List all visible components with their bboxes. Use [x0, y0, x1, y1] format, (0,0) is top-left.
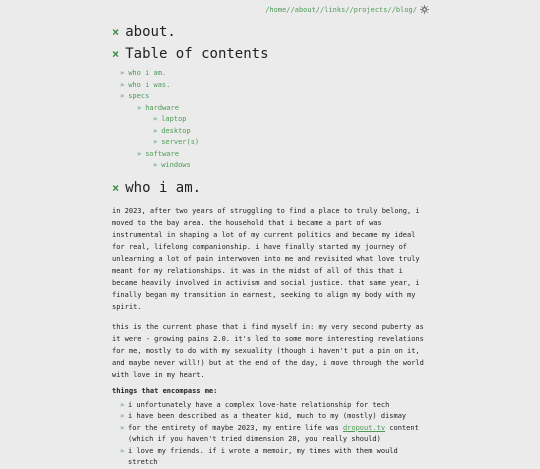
- nav-links-link[interactable]: /links/: [320, 5, 350, 14]
- section-heading-who-i-am: [112, 178, 430, 198]
- toc-item-desktop: [112, 126, 430, 138]
- toc-bullet: »: [120, 92, 125, 100]
- list-item-text-pre: for the entirety of maybe 2023, my entire life was: [128, 423, 343, 432]
- list-item-text-post: content (which if you haven't tried dimension 20, you really should): [128, 423, 419, 443]
- toc-item-who-i-am: [112, 68, 430, 80]
- list-item-text: i have been described as a theater kid, much to my (mostly) dismay: [128, 412, 407, 420]
- toc-bullet: »: [153, 138, 158, 146]
- toc-heading: [112, 44, 430, 64]
- toc-link[interactable]: software: [145, 149, 179, 158]
- toc-link[interactable]: desktop: [161, 126, 191, 135]
- dropout-link[interactable]: dropout.tv: [342, 423, 386, 432]
- paragraph: in 2023, after two years of struggling to find a place to truly belong, i moved to the bay area. the household that i became a part of was instrumental in shaping a lot of my current politics and became my ideal for real, lifelong companionship. i have finally started my journey of unlearning a lot of pain interwoven into me and revisited what love truly meant for my relationships. it was in the midst of all of this that i became heavily involved in activism and social justice. that same year, i finally began my transition in earnest, seeking to align my body with my spirit.: [112, 206, 420, 311]
- top-nav: [265, 5, 429, 14]
- page-title-text: about.: [125, 24, 176, 40]
- paragraph: this is the current phase that i find myself in: my very second puberty as it were - growing pains 2.0. it's led to some more interesting revelations for me, mostly to do with my sexuality (though i haven't put a pin on it, and maybe never will!) but at the end of the day, i move through the world with love in my heart.: [112, 322, 424, 379]
- toc-bullet: »: [153, 161, 158, 169]
- section-heading-text: who i am.: [125, 179, 202, 196]
- toc-bullet: »: [120, 69, 125, 77]
- list-bullet: »: [120, 423, 125, 432]
- toc-bullet: »: [137, 149, 142, 158]
- things-list: [112, 400, 430, 469]
- list-item-text: i love my friends. if i wrote a memoir, my times with them would stretch: [128, 446, 398, 466]
- toc-item-windows: [112, 160, 430, 172]
- toc-link[interactable]: who i am.: [128, 69, 167, 77]
- things-heading: things that encompass me:: [112, 386, 218, 395]
- list-bullet: »: [120, 446, 125, 455]
- toc-item-hardware: [112, 103, 430, 115]
- list-item: [112, 400, 430, 412]
- toc-bullet: »: [153, 115, 158, 123]
- toc-link[interactable]: hardware: [145, 103, 179, 112]
- toc-item-who-i-was: [112, 80, 430, 92]
- toc-bullet: »: [137, 103, 142, 112]
- toc-link[interactable]: windows: [161, 161, 191, 169]
- list-item: [112, 423, 430, 446]
- list-item: [112, 446, 430, 469]
- list-item-text: i unfortunately have a complex love-hate relationship for tech: [128, 400, 390, 409]
- toc-item-software: [112, 149, 430, 161]
- toc-link[interactable]: server(s): [161, 138, 200, 146]
- list-bullet: »: [120, 412, 125, 420]
- nav-about-link[interactable]: /about/: [290, 5, 321, 14]
- nav-home-link[interactable]: /home/: [265, 5, 291, 14]
- toc-heading-text: Table of contents: [125, 46, 269, 62]
- list-item: [112, 411, 430, 423]
- toc-bullet: »: [120, 80, 125, 89]
- nav-projects-link[interactable]: /projects/: [349, 5, 392, 14]
- toc-bullet: »: [153, 126, 158, 135]
- heading-marker: ×: [112, 25, 120, 39]
- sun-icon[interactable]: [420, 5, 429, 14]
- nav-blog-link[interactable]: /blog/: [391, 5, 417, 14]
- toc-item-servers: [112, 137, 430, 149]
- toc-link[interactable]: who i was.: [128, 80, 171, 89]
- page-title: [112, 22, 430, 42]
- table-of-contents: [112, 68, 430, 172]
- toc-item-specs: [112, 91, 430, 103]
- toc-item-laptop: [112, 114, 430, 126]
- main-content: [112, 22, 430, 469]
- toc-link[interactable]: specs: [128, 92, 150, 100]
- toc-link[interactable]: laptop: [161, 115, 187, 123]
- heading-marker: ×: [112, 180, 120, 195]
- heading-marker: ×: [112, 47, 120, 61]
- list-bullet: »: [120, 400, 125, 409]
